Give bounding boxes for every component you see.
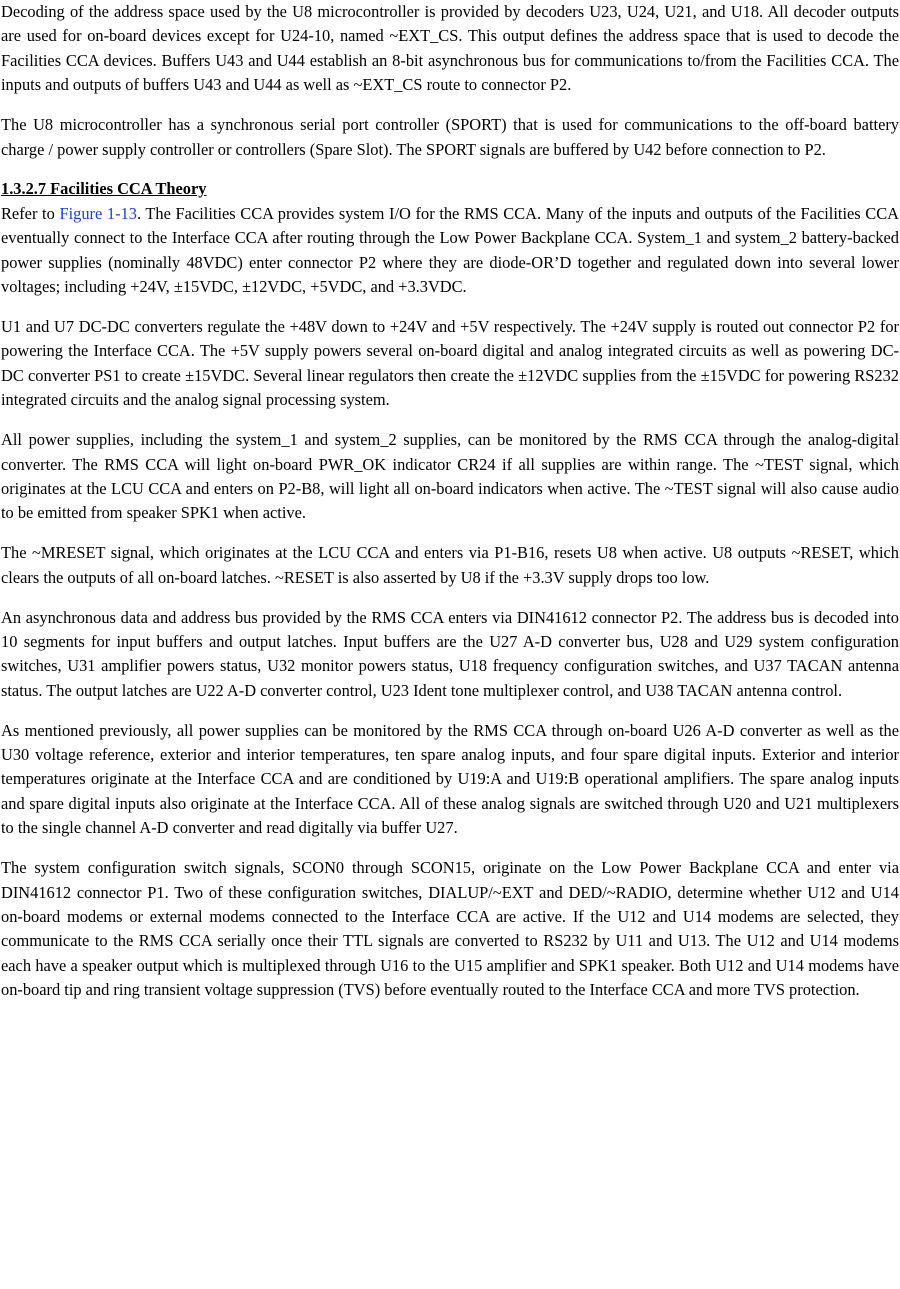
paragraph-address-decoding: Decoding of the address space used by the U8 microcontroller is provided by decoders U23, U24, U21, and U18. All decoder outputs are used for on-board devices except for U24-10, named ~EXT_CS. This output defines the address space that is used to decode the Facilities CCA devices. Buffers U43 and U44 establish an 8-bit asynchronous bus for communications to/from the Facilities CCA. The inputs and outputs of buffers U43 and U44 as well as ~EXT_CS route to connector P2. — [1, 2, 899, 95]
facilities-overview-text: . The Facilities CCA provides system I/O for the RMS CCA. Many of the inputs and outputs of the Facilities CCA eventually connect to the Interface CCA after routing through the Low Power Backplane CCA. System_1 and system_2 battery-backed power supplies (nominally 48VDC) enter connector P2 where they are diode-OR’D together and regulated down into several lower voltages; including +24V, ±15VDC, ±12VDC, +5VDC, and +3.3VDC. — [1, 203, 900, 297]
section-heading: 1.3.2.7 Facilities CCA Theory — [1, 179, 207, 199]
figure-1-13-link[interactable]: Figure 1-13 — [59, 203, 137, 223]
paragraph-analog-inputs: As mentioned previously, all power supplies can be monitored by the RMS CCA through on-board U26 A-D converter as well as the U30 voltage reference, exterior and interior temperatures, ten spare analog inputs, and four spare digital inputs. Exterior and interior temperatures originate at the Interface CCA and are conditioned by U19:A and U19:B operational amplifiers. The spare analog inputs and spare digital inputs also originate at the Interface CCA. All of these analog signals are switched through U20 and U21 multiplexers to the single channel A-D converter and read digitally via buffer U27. — [1, 720, 899, 838]
figure-ref-prefix: Refer to — [1, 203, 60, 223]
paragraph-dc-dc-converters: U1 and U7 DC-DC converters regulate the +48V down to +24V and +5V respectively. The +24V supply is routed out connector P2 for powering the Interface CCA. The +5V supply powers several on-board digital and analog integrated circuits as well as powering DC-DC converter PS1 to create ±15VDC. Several linear regulators then create the ±12VDC supplies from the ±15VDC for powering RS232 integrated circuits and the analog signal processing system. — [1, 316, 899, 410]
paragraph-facilities-overview — [1, 202, 899, 300]
paragraph-address-bus: An asynchronous data and address bus provided by the RMS CCA enters via DIN41612 connector P2. The address bus is decoded into 10 segments for input buffers and output latches. Input buffers are the U27 A-D converter bus, U28 and U29 system configuration switches, U31 amplifier powers status, U32 monitor powers status, U18 frequency configuration switches, and U37 TACAN antenna status. The output latches are U22 A-D converter control, U23 Ident tone multiplexer control, and U38 TACAN antenna control. — [1, 607, 899, 700]
paragraph-config-switches: The system configuration switch signals, SCON0 through SCON15, originate on the Low Power Backplane CCA and enter via DIN41612 connector P1. Two of these configuration switches, DIALUP/~EXT and DED/~RADIO, determine whether U12 and U14 on-board modems or external modems connected to the Interface CCA are active. If the U12 and U14 modems are selected, they communicate to the RMS CCA serially once their TTL signals are converted to RS232 by U11 and U13. The U12 and U14 modems each have a speaker output which is multiplexed through U16 to the U15 amplifier and SPK1 speaker. Both U12 and U14 modems have on-board tip and ring transient voltage suppression (TVS) before eventually routed to the Interface CCA and more TVS protection. — [1, 858, 899, 1000]
paragraph-sport: The U8 microcontroller has a synchronous serial port controller (SPORT) that is used for communications to the off-board battery charge / power supply controller or controllers (Spare Slot). The SPORT signals are buffered by U42 before connection to P2. — [1, 115, 899, 159]
paragraph-mreset: The ~MRESET signal, which originates at the LCU CCA and enters via P1-B16, resets U8 when active. U8 outputs ~RESET, which clears the outputs of all on-board latches. ~RESET is also asserted by U8 if the +3.3V supply drops too low. — [1, 543, 899, 587]
paragraph-power-monitoring: All power supplies, including the system_1 and system_2 supplies, can be monitored by the RMS CCA through the analog-digital converter. The RMS CCA will light on-board PWR_OK indicator CR24 if all supplies are within range. The ~TEST signal, which originates at the LCU CCA and enters on P2-B8, will light all on-board indicators when active. The ~TEST signal will also cause audio to be emitted from speaker SPK1 when active. — [1, 430, 899, 523]
